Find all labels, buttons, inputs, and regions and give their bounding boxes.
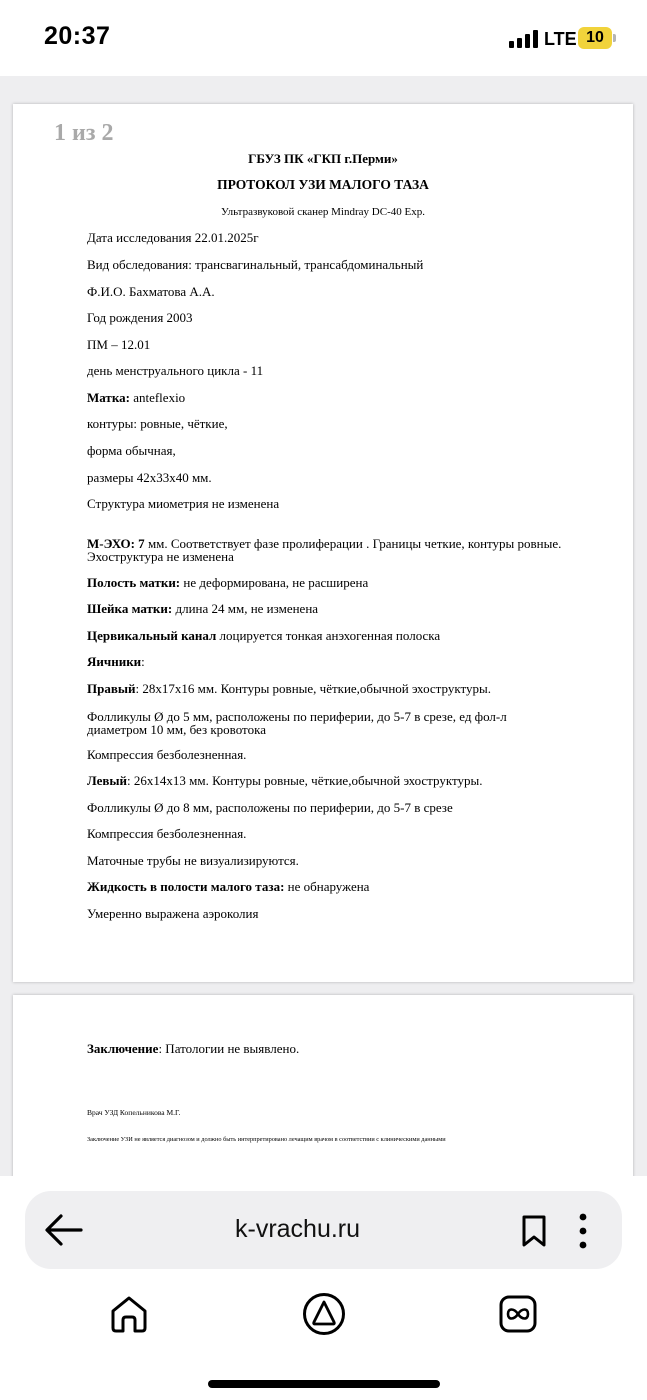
left-follicles: Фолликулы Ø до 8 мм, расположены по периферии, до 5-7 в срезе [87, 800, 453, 815]
pelvic-fluid-line [87, 880, 577, 893]
right-follicles: Фолликулы Ø до 5 мм, расположены по периферии, до 5-7 в срезе, ед фол-л диаметром 10 мм, без кровотока [87, 709, 507, 737]
uterus-value: anteflexio [129, 390, 186, 405]
uterus-line [87, 391, 577, 404]
browser-bottom-bar [0, 1176, 647, 1400]
cavity-value: не деформирована, не расширена [180, 575, 369, 590]
ovaries-colon: : [141, 654, 145, 669]
exam-date: Дата исследования 22.01.2025г [87, 230, 259, 245]
cavity-label: Полость матки: [87, 575, 181, 590]
organization-name: ГБУЗ ПК «ГКП г.Перми» [248, 151, 398, 166]
document-viewer[interactable] [0, 76, 647, 1176]
ovaries-heading [87, 655, 577, 668]
ovaries-label: Яичники [87, 654, 142, 669]
m-echo-line [87, 537, 567, 563]
right-ovary-line [87, 682, 577, 695]
scanner-info: Ультразвуковой сканер Mindray DC-40 Exp. [221, 206, 425, 218]
last-period: ПМ – 12.01 [87, 337, 151, 352]
conclusion-value: : Патологии не выявлено. [158, 1041, 300, 1056]
right-compression: Компрессия безболезненная. [87, 747, 247, 762]
left-compression: Компрессия безболезненная. [87, 826, 247, 841]
signal-strength-icon [509, 30, 541, 48]
doctor-signature-line: Врач УЗД Копельникова М.Г. [87, 1108, 181, 1117]
cervix-line [87, 602, 577, 615]
uterus-size: размеры 42х33х40 мм. [87, 470, 212, 485]
patient-name: Ф.И.О. Бахматова А.А. [87, 284, 215, 299]
battery-level: 10 [578, 27, 612, 49]
left-ovary-value: : 26х14х13 мм. Контуры ровные, чёткие,обычной эхоструктуры. [127, 773, 483, 788]
cervical-canal-value: лоцируется тонкая анэхогенная полоска [216, 628, 441, 643]
conclusion-line [87, 1042, 577, 1055]
status-time: 20:37 [44, 22, 111, 50]
document-page-2 [13, 995, 633, 1176]
pelvic-fluid-value: не обнаружена [284, 879, 370, 894]
more-vertical-icon[interactable] [576, 1211, 590, 1251]
address-bar[interactable] [25, 1191, 622, 1269]
conclusion-label: Заключение [87, 1041, 159, 1056]
right-ovary-value: : 28х17х16 мм. Контуры ровные, чёткие,обычной эхоструктуры. [135, 681, 491, 696]
right-ovary-label: Правый [87, 681, 136, 696]
status-bar [0, 0, 647, 76]
tabs-icon[interactable] [498, 1293, 538, 1335]
pelvic-fluid-label: Жидкость в полости малого таза: [87, 879, 285, 894]
home-indicator[interactable] [208, 1380, 440, 1388]
exam-type: Вид обследования: трансвагинальный, трансабдоминальный [87, 257, 424, 272]
document-title: ПРОТОКОЛ УЗИ МАЛОГО ТАЗА [217, 177, 429, 192]
left-ovary-line [87, 774, 577, 787]
bookmark-icon[interactable] [520, 1214, 548, 1248]
back-arrow-icon[interactable] [43, 1210, 85, 1250]
cavity-line [87, 576, 577, 589]
cervical-canal-line [87, 629, 577, 642]
aerocolia: Умеренно выражена аэроколия [87, 906, 259, 921]
url-text[interactable]: k-vrachu.ru [235, 1215, 361, 1243]
uterus-contours: контуры: ровные, чёткие, [87, 416, 228, 431]
network-type: LTE [544, 29, 577, 49]
cervix-value: длина 24 мм, не изменена [172, 601, 319, 616]
fallopian-tubes: Маточные трубы не визуализируются. [87, 853, 299, 868]
cervical-canal-label: Цервикальный канал [87, 628, 217, 643]
left-ovary-label: Левый [87, 773, 128, 788]
birth-year: Год рождения 2003 [87, 310, 193, 325]
myometrium-structure: Структура миометрия не изменена [87, 496, 280, 511]
battery-icon [578, 27, 616, 49]
document-page-1 [13, 104, 633, 982]
uterus-label: Матка: [87, 390, 130, 405]
cycle-day: день менструального цикла - 11 [87, 363, 264, 378]
disclaimer: Заключение УЗИ не является диагнозом и должно быть интерпретировано лечащим врачом в соответствии с клиническими данными [87, 1136, 446, 1143]
alice-assistant-icon[interactable] [302, 1292, 346, 1336]
home-icon[interactable] [108, 1293, 150, 1335]
m-echo-label: М-ЭХО: 7 [87, 536, 145, 551]
m-echo-value: мм. Соответствует фазе пролиферации . Границы четкие, контуры ровные. Эхоструктура не изменена [87, 536, 562, 564]
page-counter: 1 из 2 [54, 120, 114, 146]
uterus-shape: форма обычная, [87, 443, 176, 458]
cervix-label: Шейка матки: [87, 601, 173, 616]
